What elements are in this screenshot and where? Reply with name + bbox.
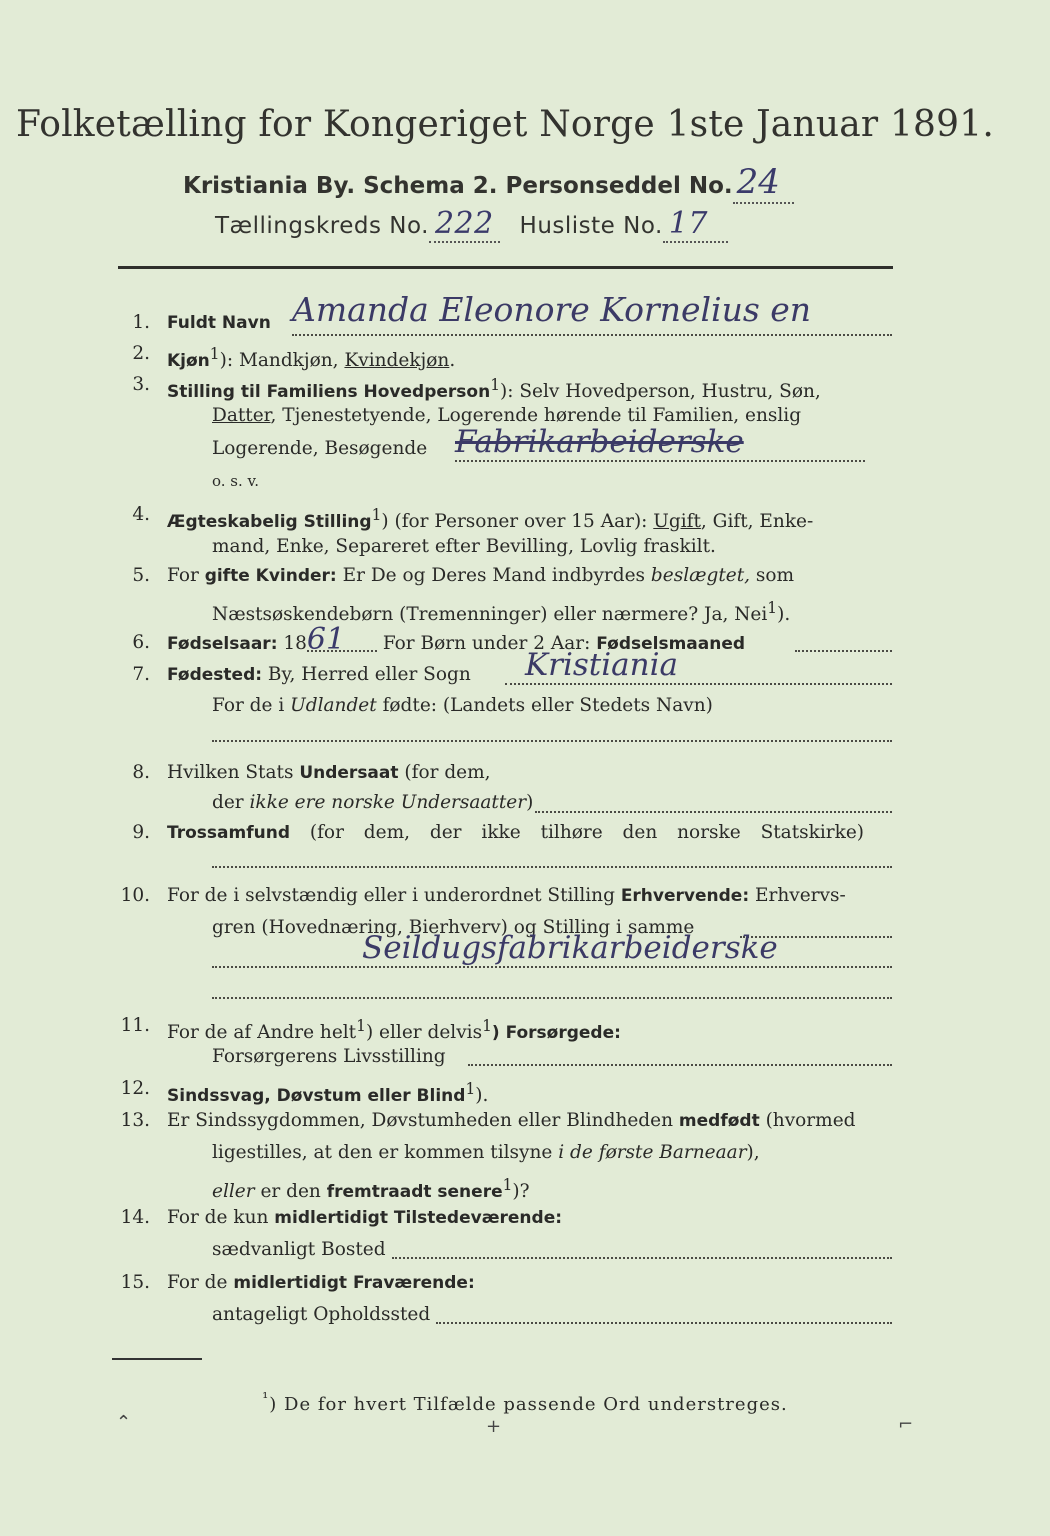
item-number: 5. bbox=[132, 565, 150, 586]
option-text: o. s. v. bbox=[212, 472, 259, 490]
item-number: 9. bbox=[132, 822, 150, 843]
stilling-dotted-line bbox=[455, 460, 865, 462]
option-text: ) (for Personer over 15 Aar): bbox=[381, 511, 654, 533]
foreign-birthplace-dotted-line bbox=[212, 740, 892, 742]
stilling-value: Fabrikarbeiderske bbox=[455, 424, 744, 460]
item-text-italic: ikke ere norske Undersaatter bbox=[249, 792, 527, 813]
item-text-part: For de i selvstændig eller i underordnet Stilling bbox=[167, 885, 621, 906]
option-text: Logerende, Besøgende bbox=[212, 438, 428, 459]
item-text-part: Hvilken Stats bbox=[167, 762, 300, 783]
item-label: midlertidigt Tilstedeværende: bbox=[274, 1208, 563, 1228]
item-text-part: (for dem, der ikke tilhøre den norske Statskirke) bbox=[289, 822, 864, 843]
item-number: 8. bbox=[132, 762, 150, 783]
birthplace-dotted-line bbox=[505, 683, 892, 685]
item-text bbox=[167, 760, 491, 786]
item-label: Sindssvag, Døvstum eller Blind bbox=[167, 1086, 466, 1107]
item-number: 1. bbox=[132, 312, 150, 333]
item-number: 10. bbox=[120, 885, 150, 906]
item-text-part: (hvormed bbox=[759, 1110, 856, 1131]
item-text-part: Forsørgerens Livsstilling bbox=[212, 1046, 446, 1067]
occupation-dotted-line-3 bbox=[212, 997, 892, 999]
item-label: Erhvervende: bbox=[620, 886, 750, 906]
husliste-number: 17 bbox=[663, 206, 728, 243]
selected-option: Ugift bbox=[653, 511, 701, 533]
item-text bbox=[167, 1108, 855, 1134]
item-text-part: gren (Hovednæring, Bierhverv) og Stilling i samme bbox=[212, 917, 695, 938]
item-text-part: er den bbox=[254, 1181, 327, 1203]
item-number: 3. bbox=[132, 374, 150, 395]
item-text-part: For Børn under 2 Aar: bbox=[382, 633, 597, 654]
item-text bbox=[167, 1205, 562, 1231]
whereabouts-dotted-line bbox=[436, 1322, 892, 1324]
item-text-part: der bbox=[212, 792, 250, 813]
item-label: Kjøn bbox=[167, 351, 210, 372]
item-text: Næstsøskendebørn (Tremenninger) eller nærmere? Ja, Nei$^1$). bbox=[212, 599, 791, 626]
residence-dotted-line bbox=[392, 1257, 892, 1259]
item-text-part: ), bbox=[746, 1142, 760, 1163]
item-label: ) Forsørgede: bbox=[491, 1023, 621, 1044]
option-text: , Gift, Enke- bbox=[700, 511, 814, 533]
birthplace-value: Kristiania bbox=[525, 647, 679, 683]
item-text: eller er den fremtraadt senere$^1$)? bbox=[212, 1176, 530, 1203]
item-text: Stilling til Familiens Hovedperson$^1$): Selv Hovedperson, Hustru, Søn, bbox=[167, 376, 821, 403]
item-text-part: For de af Andre helt bbox=[167, 1022, 357, 1044]
item-text bbox=[212, 790, 533, 816]
item-end: . bbox=[449, 350, 456, 372]
item-label: midlertidigt Fraværende: bbox=[233, 1273, 475, 1293]
item-text bbox=[167, 820, 864, 846]
option-text: , Tjenestetyende, Logerende hørende til Familien, enslig bbox=[270, 405, 802, 426]
name-dotted-line bbox=[292, 334, 892, 336]
religion-dotted-line bbox=[212, 866, 892, 868]
item-number: 7. bbox=[132, 664, 150, 685]
item-text-part: ) bbox=[526, 792, 534, 813]
schema-line bbox=[183, 162, 794, 202]
item-number: 13. bbox=[120, 1110, 150, 1131]
item-text-part: fødte: (Landets eller Stedets Navn) bbox=[376, 695, 713, 716]
item-text-part: ). bbox=[475, 1085, 489, 1107]
kreds-label: Tællingskreds No. bbox=[215, 213, 429, 239]
item-text bbox=[212, 1140, 760, 1166]
item-label: gifte Kvinder: bbox=[204, 566, 337, 586]
item-text bbox=[167, 883, 846, 909]
kreds-line bbox=[215, 206, 728, 241]
item-text-part: som bbox=[750, 565, 795, 586]
item-number: 12. bbox=[120, 1078, 150, 1099]
item-text-part: Erhvervs- bbox=[749, 885, 846, 906]
occupation-dotted-line-2 bbox=[212, 966, 892, 968]
item-label: Fuldt Navn bbox=[167, 313, 271, 333]
item-text-italic: eller bbox=[212, 1181, 255, 1203]
item-text bbox=[167, 563, 794, 589]
item-label: Stilling til Familiens Hovedperson bbox=[167, 382, 491, 403]
item-number: 15. bbox=[120, 1272, 150, 1293]
corner-mark-right: ⌐ bbox=[898, 1414, 914, 1435]
item-text-part: sædvanligt Bosted bbox=[212, 1239, 386, 1260]
corner-mark-left: ⌃ bbox=[116, 1412, 132, 1433]
month-dotted-line bbox=[795, 650, 892, 652]
footnote-text: ) De for hvert Tilfælde passende Ord understreges. bbox=[269, 1394, 788, 1415]
year-prefix: 18 bbox=[277, 633, 307, 654]
item-text-italic: Udlandet bbox=[290, 695, 377, 716]
header-rule bbox=[118, 266, 893, 269]
item-label: fremtraadt senere bbox=[326, 1182, 503, 1203]
birth-year-value: 61 bbox=[307, 630, 377, 652]
citizenship-dotted-line bbox=[535, 811, 892, 813]
item-text: Ægteskabelig Stilling$^1$) (for Personer over 15 Aar): Ugift, Gift, Enke- bbox=[167, 506, 814, 533]
item-text-part: ) eller delvis bbox=[365, 1022, 483, 1044]
item-text-part: Næstsøskendebørn (Tremenninger) eller nærmere? Ja, Nei bbox=[212, 604, 768, 626]
item-text: Sindssvag, Døvstum eller Blind$^1$). bbox=[167, 1080, 489, 1107]
selected-option: Datter bbox=[212, 405, 271, 426]
provider-dotted-line bbox=[468, 1064, 892, 1066]
item-number: 6. bbox=[132, 632, 150, 653]
item-text bbox=[167, 662, 471, 688]
item-text bbox=[167, 1270, 475, 1296]
item-text: For de af Andre helt$^1$) eller delvis$^1$) Forsørgede: bbox=[167, 1017, 621, 1044]
option-text: ): Mandkjøn, bbox=[219, 350, 345, 372]
footnote bbox=[0, 1389, 1050, 1415]
item-text-italic: i de første Barneaar bbox=[558, 1142, 747, 1163]
selected-option: Kvindekjøn bbox=[344, 350, 450, 372]
item-number: 11. bbox=[120, 1015, 150, 1036]
item-label: Fødselsmaaned bbox=[596, 634, 746, 654]
item-number: 4. bbox=[132, 504, 150, 525]
item-number: 14. bbox=[120, 1207, 150, 1228]
schema-line-text: Kristiania By. Schema 2. Personseddel No. bbox=[183, 173, 733, 199]
item-text-part: For de bbox=[167, 1272, 234, 1293]
item-text: Kjøn$^1$): Mandkjøn, Kvindekjøn. bbox=[167, 345, 456, 372]
page-title: Folketælling for Kongeriget Norge 1ste Januar 1891. bbox=[15, 104, 995, 145]
item-text-part: For de i bbox=[212, 695, 291, 716]
name-value: Amanda Eleonore Kornelius en bbox=[292, 290, 812, 329]
item-text-part: By, Herred eller Sogn bbox=[262, 664, 471, 685]
item-label: Fødselsaar: bbox=[167, 634, 278, 654]
option-text: ): Selv Hovedperson, Hustru, Søn, bbox=[500, 381, 821, 403]
item-text-part: ligestilles, at den er kommen tilsyne bbox=[212, 1142, 559, 1163]
item-label: medfødt bbox=[678, 1111, 760, 1131]
footnote-marker: ¹ bbox=[262, 1389, 270, 1407]
footnote-rule bbox=[112, 1358, 202, 1360]
option-text: mand, Enke, Separeret efter Bevilling, Lovlig fraskilt. bbox=[212, 536, 716, 557]
item-label: Ægteskabelig Stilling bbox=[167, 512, 372, 533]
item-text-part: antageligt Opholdssted bbox=[212, 1304, 431, 1325]
item-text-part: Er Sindssygdommen, Døvstumheden eller Blindheden bbox=[167, 1110, 679, 1131]
item-text-italic: beslægtet, bbox=[650, 565, 751, 586]
occupation-value: Seildugsfabrikarbeiderske bbox=[362, 930, 778, 966]
item-label: Trossamfund bbox=[167, 823, 290, 843]
item-number: 2. bbox=[132, 343, 150, 364]
item-label: Fødested: bbox=[167, 665, 263, 685]
husliste-label: Husliste No. bbox=[519, 213, 663, 239]
item-label: Undersaat bbox=[299, 763, 399, 783]
item-text-part: For de kun bbox=[167, 1207, 275, 1228]
item-text-part: )? bbox=[512, 1181, 530, 1203]
cross-mark: + bbox=[486, 1416, 502, 1437]
item-text-part: (for dem, bbox=[398, 762, 491, 783]
personseddel-number: 24 bbox=[733, 162, 794, 204]
kreds-number: 222 bbox=[429, 206, 500, 243]
item-text bbox=[212, 693, 713, 719]
item-text-part: Er De og Deres Mand indbyrdes bbox=[336, 565, 651, 586]
item-text-part: For bbox=[167, 565, 205, 586]
